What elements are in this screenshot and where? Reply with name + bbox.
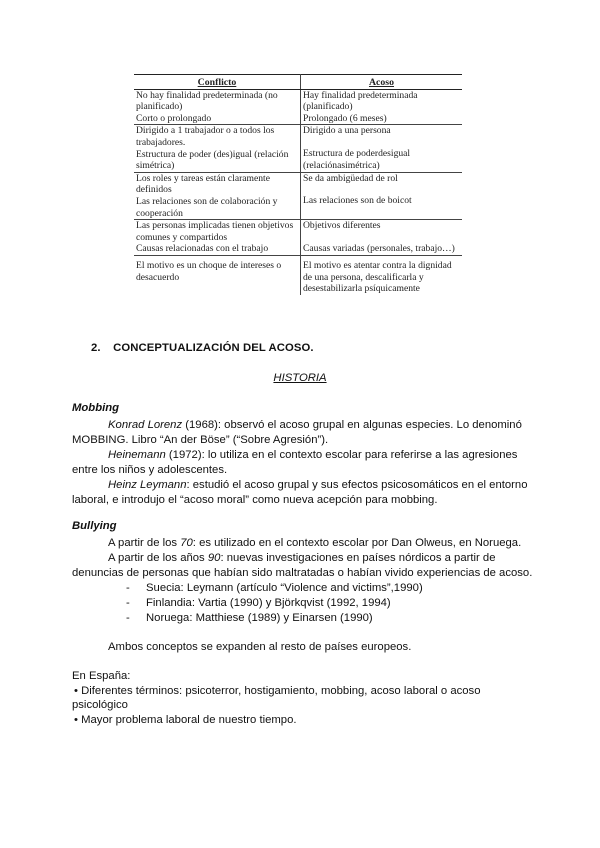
table-row	[134, 89, 462, 125]
mobbing-leymann-line	[108, 479, 527, 491]
cell-conflicto	[134, 89, 301, 125]
author-name: Heinz Leymann	[108, 479, 187, 491]
cell-text: Corto o prolongado	[136, 112, 212, 124]
cell-text: Dirigido a una persona	[303, 125, 391, 137]
cell-acoso	[301, 172, 463, 219]
bullying-heading: Bullying	[72, 520, 117, 532]
author-name: Konrad Lorenz	[108, 419, 183, 431]
cell-text: Las relaciones son de colaboración y cooperación	[136, 195, 278, 219]
body-text: entre los niños y adolescentes.	[72, 464, 228, 476]
cell-conflicto	[134, 125, 301, 172]
cell-text: Prolongado (6 meses)	[303, 112, 387, 124]
body-text: MOBBING. Libro “An der Böse” (“Sobre Agresión”).	[72, 434, 329, 446]
cell-text: Causas variadas (personales, trabajo…)	[303, 242, 455, 254]
cell-acoso	[301, 125, 463, 172]
cell-text: Las personas implicadas tienen objetivos comunes y compartidos	[136, 220, 294, 243]
cell-acoso	[301, 89, 463, 125]
list-item-text: Finlandia: Vartia (1990) y Björkqvist (1992, 1994)	[146, 597, 391, 609]
table-header-row	[134, 75, 462, 90]
cell-conflicto	[134, 220, 301, 256]
bullying-line-90	[108, 552, 496, 564]
cell-conflicto	[134, 172, 301, 219]
header-conflicto: Conflicto	[134, 75, 301, 90]
cell-conflicto	[134, 255, 301, 294]
comparison-table	[134, 74, 462, 295]
bullying-line-70	[108, 537, 521, 549]
cell-text: Objetivos diferentes	[303, 220, 381, 232]
body-text: laboral, e introdujo el “acoso moral” como nueva acepción para mobbing.	[72, 494, 438, 506]
section-title: CONCEPTUALIZACIÓN DEL ACOSO.	[113, 342, 314, 354]
cell-text: Los roles y tareas están claramente definidos	[136, 172, 270, 196]
cell-acoso	[301, 220, 463, 256]
body-text: : es utilizado en el contexto escolar por Dan Olweus, en Noruega.	[192, 537, 522, 549]
spain-heading: En España:	[72, 670, 131, 682]
header-acoso: Acoso	[301, 75, 463, 90]
table-row	[134, 125, 462, 172]
dash-marker: -	[126, 597, 130, 609]
list-item	[126, 612, 373, 624]
body-text: A partir de los	[108, 537, 181, 549]
dash-marker: -	[126, 612, 130, 624]
cell-spacer	[303, 232, 460, 243]
table-row	[134, 220, 462, 256]
author-name: Heinemann	[108, 449, 166, 461]
cell-text: El motivo es un choque de intereses o desacuerdo	[136, 259, 282, 283]
bullet-marker: •	[74, 685, 78, 697]
cell-text: Se da ambigüedad de rol	[303, 172, 398, 184]
cell-text: Dirigido a 1 trabajador o a todos los trabajadores.	[136, 125, 275, 148]
bullet-marker: •	[74, 714, 78, 726]
table-row	[134, 172, 462, 219]
list-item-text: Suecia: Leymann (artículo “Violence and victims”,1990)	[146, 582, 423, 594]
list-item-text: Mayor problema laboral de nuestro tiempo.	[81, 714, 297, 726]
list-item	[74, 685, 480, 697]
body-text: denuncias de personas que habían sido maltratadas o habían vivido experiencias de acoso.	[72, 567, 533, 579]
body-text: : estudió el acoso grupal y sus efectos psicosomáticos en el entorno	[186, 479, 528, 491]
list-item-text: Noruega: Matthiese (1989) y Einarsen (1990)	[146, 612, 373, 624]
decade: 90	[207, 552, 221, 564]
cell-acoso	[301, 255, 463, 294]
mobbing-heading: Mobbing	[72, 402, 120, 414]
closing-text: Ambos conceptos se expanden al resto de países europeos.	[108, 641, 412, 653]
body-text: (1968): observó el acoso grupal en algunas especies. Lo denominó	[182, 419, 522, 431]
list-item-text: psicológico	[72, 699, 128, 711]
body-text: (1972): lo utiliza en el contexto escolar para referirse a las agresiones	[165, 449, 518, 461]
decade: 70	[180, 537, 193, 549]
list-item	[126, 597, 391, 609]
cell-text: El motivo es atentar contra la dignidad de una persona, descalificarla y desestabilizarla psíquicamente	[303, 259, 452, 295]
cell-text: Estructura de poder (des)igual (relación simétrica)	[136, 148, 289, 172]
list-item	[74, 714, 297, 726]
section-heading	[91, 342, 314, 354]
cell-spacer	[303, 137, 460, 148]
body-text: : nuevas investigaciones en países nórdicos a partir de	[220, 552, 496, 564]
list-item-text: Diferentes términos: psicoterror, hostigamiento, mobbing, acoso laboral o acoso	[81, 685, 481, 697]
section-subtitle: HISTORIA	[273, 372, 327, 384]
cell-text: Causas relacionadas con el trabajo	[136, 243, 269, 255]
section-number: 2.	[91, 342, 101, 354]
body-text: A partir de los años	[108, 552, 208, 564]
dash-marker: -	[126, 582, 130, 594]
cell-text: No hay finalidad predeterminada (no planificado)	[136, 89, 278, 113]
cell-text: Las relaciones son de boicot	[303, 195, 412, 207]
mobbing-lorenz-line	[108, 419, 522, 431]
table-row	[134, 255, 462, 294]
cell-text: Hay finalidad predeterminada (planificado)	[303, 89, 418, 113]
cell-text: Estructura de poderdesigual (relaciónasimétrica)	[303, 147, 411, 171]
list-item	[126, 582, 423, 594]
cell-spacer	[303, 184, 460, 195]
mobbing-heinemann-line	[108, 449, 517, 461]
